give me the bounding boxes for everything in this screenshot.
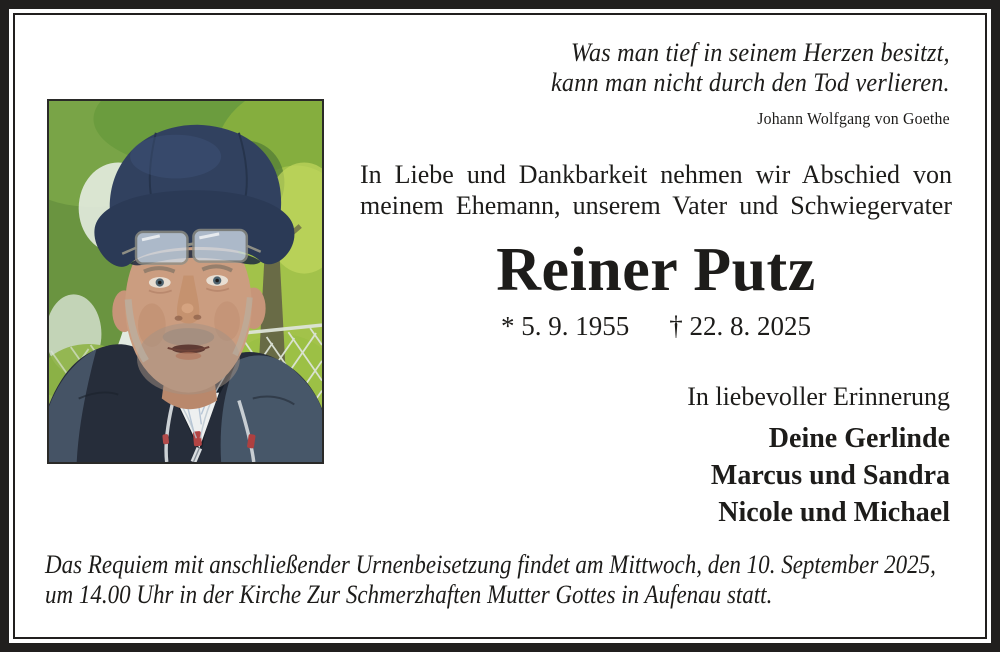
death-date: † 22. 8. 2025 (669, 311, 811, 341)
funeral-line-2: um 14.00 Uhr in der Kirche Zur Schmerzhaften Mutter Gottes in Aufenau statt. (45, 580, 773, 609)
mourner-1: Deine Gerlinde (768, 423, 950, 454)
portrait-photo-graphic (49, 101, 322, 462)
deceased-portrait-photo (47, 99, 324, 464)
farewell-line-1: In Liebe und Dankbarkeit nehmen wir Abschied von (360, 160, 952, 189)
quote-attribution: Johann Wolfgang von Goethe (757, 109, 950, 128)
farewell-line-2: meinem Ehemann, unserem Vater und Schwiegervater (360, 191, 952, 220)
farewell-text (360, 159, 952, 221)
quote-line-2: kann man nicht durch den Tod verlieren. (551, 68, 950, 97)
quote-line-1: Was man tief in seinem Herzen besitzt, (571, 38, 950, 67)
funeral-line-1: Das Requiem mit anschließender Urnenbeisetzung findet am Mittwoch, den 10. September 2025, (45, 550, 936, 579)
deceased-name: Reiner Putz (496, 236, 816, 304)
mourners-list (711, 420, 950, 531)
remembrance-heading: In liebevoller Erinnerung (687, 382, 950, 411)
mourner-2: Marcus und Sandra (710, 460, 950, 491)
memorial-quote (551, 38, 950, 134)
life-dates (360, 311, 952, 341)
mourner-3: Nicole und Michael (718, 497, 950, 528)
birth-date: * 5. 9. 1955 (501, 311, 630, 341)
funeral-details (45, 550, 1000, 610)
